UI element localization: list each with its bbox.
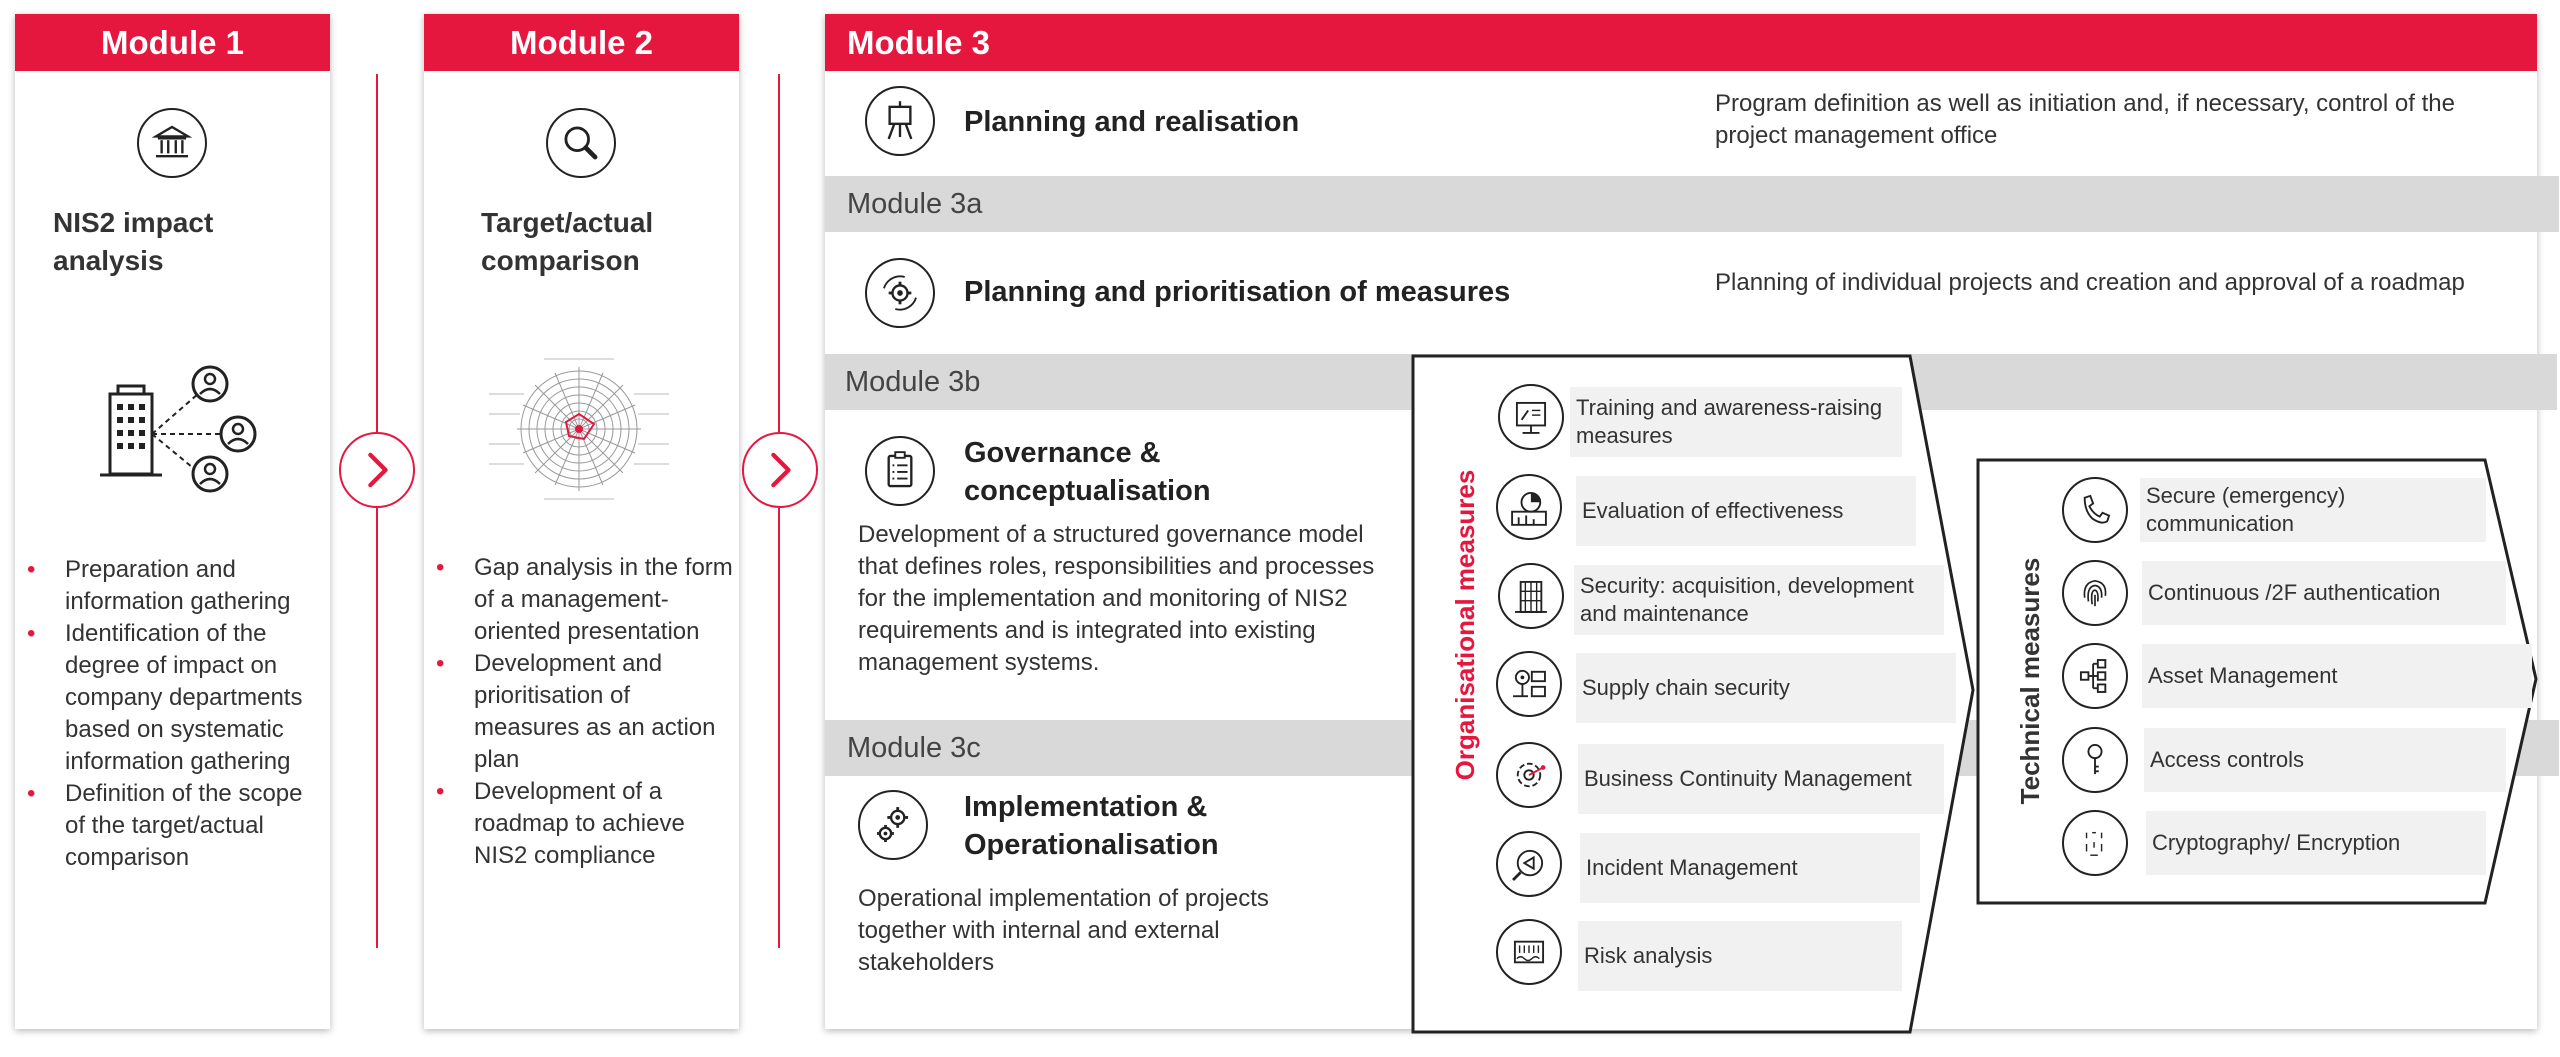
org-item bbox=[1578, 744, 1944, 814]
module-3c-desc: Operational implementation of projects together with internal and external stakeholders bbox=[858, 885, 1269, 976]
module-2-card bbox=[424, 14, 739, 1029]
connector-line-2-bottom bbox=[778, 508, 780, 948]
clipboard-checklist-icon bbox=[865, 436, 935, 506]
organisational-measures-label: Organisational measures bbox=[1450, 469, 1480, 781]
module-2-bullets bbox=[434, 552, 734, 872]
module-3b-desc: Development of a structured governance model that defines roles, responsibilities and processes for the implementation and monitoring of NIS2 requirements and is integrated into existing management systems. bbox=[858, 521, 1375, 676]
risk-analysis-icon bbox=[1496, 919, 1562, 985]
connector-line-2-top bbox=[778, 74, 780, 432]
module-3a-label: Module 3a bbox=[847, 188, 983, 220]
institution-icon bbox=[137, 108, 207, 178]
module-3-header: Module 3 bbox=[825, 14, 2537, 71]
gears-icon bbox=[858, 790, 928, 860]
module-2-header: Module 2 bbox=[424, 14, 739, 71]
incident-icon bbox=[1496, 831, 1562, 897]
building-security-icon bbox=[1498, 563, 1564, 629]
building-network-icon bbox=[90, 354, 270, 494]
encryption-icon bbox=[2062, 810, 2128, 876]
module-1-bullet: • Identification of the degree of impact on company departments based on systematic information gathering bbox=[25, 618, 325, 778]
module-1-card bbox=[15, 14, 330, 1029]
module-1-title: NIS2 impact analysis bbox=[53, 207, 214, 276]
tech-item bbox=[2140, 478, 2486, 542]
module-3a-desc: Planning of individual projects and creation and approval of a roadmap bbox=[1715, 269, 2465, 296]
tech-item bbox=[2142, 644, 2532, 708]
module-3c-label: Module 3c bbox=[847, 732, 981, 764]
pie-chart-icon bbox=[1496, 474, 1562, 540]
org-item-label: Incident Management bbox=[1586, 855, 1798, 880]
module-3a-band bbox=[825, 176, 2559, 232]
org-item bbox=[1580, 833, 1920, 903]
org-item-label: Evaluation of effectiveness bbox=[1582, 498, 1844, 523]
org-item-label: Training and awareness-raising measures bbox=[1576, 395, 1883, 448]
module-3c-title: Implementation & Operationalisation bbox=[964, 791, 1219, 861]
fingerprint-icon bbox=[2062, 560, 2128, 626]
module-2-title: Target/actual comparison bbox=[481, 207, 654, 276]
module-3b-title: Governance & conceptualisation bbox=[964, 437, 1211, 507]
module-2-bullet: • Gap analysis in the form of a management-oriented presentation bbox=[434, 552, 734, 648]
magnifier-icon bbox=[546, 108, 616, 178]
chevron-right-icon bbox=[742, 432, 818, 508]
module-1-header: Module 1 bbox=[15, 14, 330, 71]
technical-measures-label: Technical measures bbox=[2015, 557, 2045, 805]
planning-desc: Program definition as well as initiation and, if necessary, control of the project management office bbox=[1715, 90, 2455, 149]
module-1-bullets bbox=[25, 554, 325, 874]
module-2-bullet: • Development and prioritisation of measures as an action plan bbox=[434, 648, 734, 776]
module-1-bullet: • Definition of the scope of the target/actual comparison bbox=[25, 778, 325, 874]
org-item bbox=[1576, 653, 1956, 723]
hierarchy-icon bbox=[2062, 643, 2128, 709]
org-item-label: Security: acquisition, development and maintenance bbox=[1580, 573, 1914, 626]
connector-line-1-bottom bbox=[376, 508, 378, 948]
supply-chain-icon bbox=[1496, 651, 1562, 717]
chevron-right-icon bbox=[339, 432, 415, 508]
tech-item-label: Cryptography/ Encryption bbox=[2152, 830, 2401, 855]
gear-cycle-icon bbox=[865, 258, 935, 328]
tech-item bbox=[2142, 561, 2506, 625]
radar-chart-icon bbox=[484, 354, 674, 504]
org-item bbox=[1576, 476, 1916, 546]
org-item bbox=[1570, 387, 1902, 457]
module-2-bullet: • Development of a roadmap to achieve NIS2 compliance bbox=[434, 776, 734, 872]
org-item-label: Supply chain security bbox=[1582, 675, 1790, 700]
org-item bbox=[1578, 921, 1902, 991]
org-item-label: Risk analysis bbox=[1584, 943, 1713, 968]
connector-line-1-top bbox=[376, 74, 378, 432]
module-3b-label: Module 3b bbox=[845, 366, 981, 398]
org-item-label: Business Continuity Management bbox=[1584, 766, 1912, 791]
module-1-bullet: • Preparation and information gathering bbox=[25, 554, 325, 618]
tech-item-label: Continuous /2F authentication bbox=[2148, 580, 2441, 605]
tech-item-label: Asset Management bbox=[2148, 663, 2338, 688]
phone-icon bbox=[2062, 477, 2128, 543]
module-3a-title: Planning and prioritisation of measures bbox=[964, 276, 1511, 308]
easel-icon bbox=[865, 86, 935, 156]
training-icon bbox=[1498, 384, 1564, 450]
continuity-gear-icon bbox=[1496, 742, 1562, 808]
org-item bbox=[1574, 565, 1944, 635]
tech-item-label: Access controls bbox=[2150, 747, 2305, 772]
tech-item bbox=[2144, 728, 2506, 792]
tech-item bbox=[2146, 811, 2486, 875]
planning-title: Planning and realisation bbox=[964, 106, 1300, 138]
tech-item-label: Secure (emergency) communication bbox=[2146, 483, 2346, 536]
key-icon bbox=[2062, 727, 2128, 793]
